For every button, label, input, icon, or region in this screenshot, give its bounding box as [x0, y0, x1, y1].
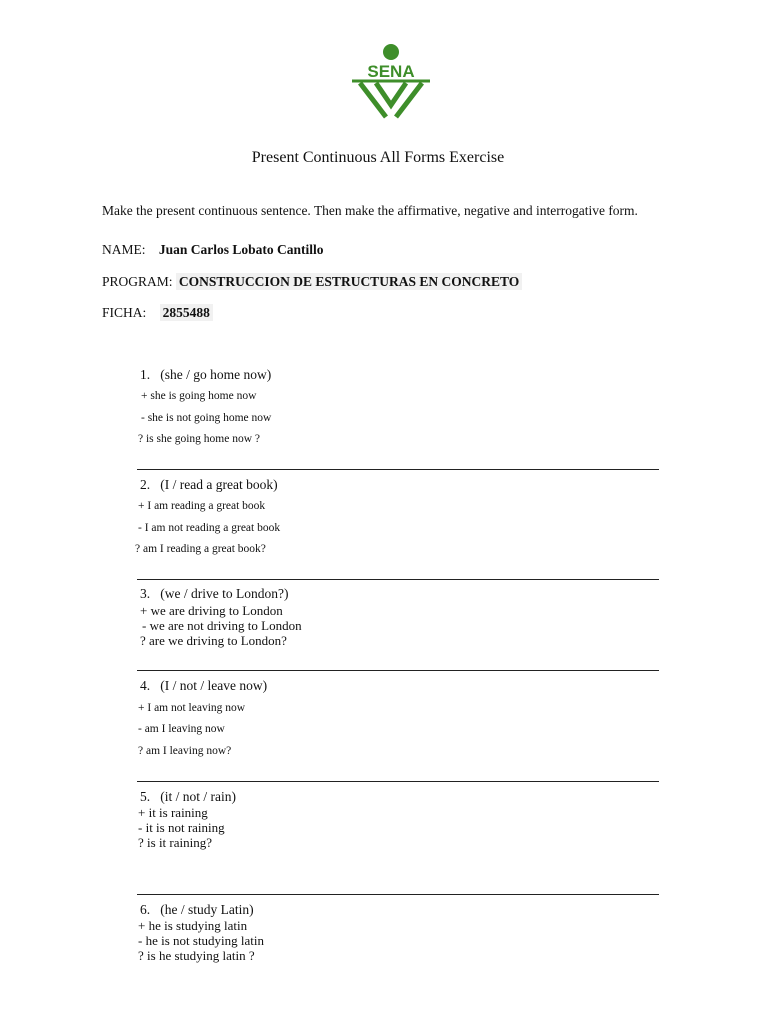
exercise-2-interrogative: ? am I reading a great book? — [135, 543, 266, 555]
ficha-value: 2855488 — [160, 304, 213, 321]
divider — [137, 579, 659, 580]
exercise-4-negative: - am I leaving now — [138, 723, 225, 735]
name-value: Juan Carlos Lobato Cantillo — [158, 242, 324, 257]
exercise-1-interrogative: ? is she going home now ? — [138, 433, 261, 445]
program-value: CONSTRUCCION DE ESTRUCTURAS EN CONCRETO — [176, 273, 522, 290]
logo-text: SENA — [367, 62, 415, 81]
instructions: Make the present continuous sentence. Then make the affirmative, negative and interrogative form. — [102, 203, 638, 218]
exercise-3-negative: - we are not driving to London — [142, 618, 302, 633]
exercise-3-affirmative: + we are driving to London — [140, 603, 283, 618]
exercise-4-affirmative: + I am not leaving now — [138, 702, 246, 714]
exercise-3-prompt: 3. (we / drive to London?) — [140, 586, 289, 601]
logo-legs — [360, 83, 422, 117]
divider — [137, 894, 659, 895]
exercise-5-interrogative: ? is it raining? — [138, 835, 213, 850]
exercise-6-interrogative: ? is he studying latin ? — [138, 948, 255, 963]
exercise-2-affirmative: + I am reading a great book — [138, 500, 266, 512]
divider — [137, 781, 659, 782]
exercise-1-prompt: 1. (she / go home now) — [140, 367, 272, 382]
exercise-4-interrogative: ? am I leaving now? — [138, 745, 232, 757]
program-field — [102, 274, 522, 290]
ficha-field — [102, 305, 213, 321]
exercise-2-prompt: 2. (I / read a great book) — [140, 477, 278, 492]
page-title: Present Continuous All Forms Exercise — [251, 149, 505, 166]
exercise-6-prompt: 6. (he / study Latin) — [140, 902, 254, 917]
exercise-5-negative: - it is not raining — [138, 820, 225, 835]
exercise-1-negative: - she is not going home now — [141, 412, 272, 424]
logo-head — [383, 44, 399, 60]
exercise-4-prompt: 4. (I / not / leave now) — [140, 678, 268, 693]
divider — [137, 469, 659, 470]
exercise-2-negative: - I am not reading a great book — [138, 522, 281, 534]
name-field — [102, 242, 324, 258]
ficha-label: FICHA: — [102, 305, 147, 320]
divider — [137, 670, 659, 671]
exercise-3-interrogative: ? are we driving to London? — [140, 633, 287, 648]
sena-logo — [346, 41, 436, 119]
exercise-6-negative: - he is not studying latin — [138, 933, 265, 948]
exercise-1-affirmative: + she is going home now — [141, 390, 257, 402]
exercise-5-prompt: 5. (it / not / rain) — [140, 789, 236, 804]
exercise-5-affirmative: + it is raining — [138, 805, 208, 820]
name-label: NAME: — [102, 242, 146, 257]
program-label: PROGRAM: — [102, 274, 173, 289]
exercise-6-affirmative: + he is studying latin — [138, 918, 248, 933]
